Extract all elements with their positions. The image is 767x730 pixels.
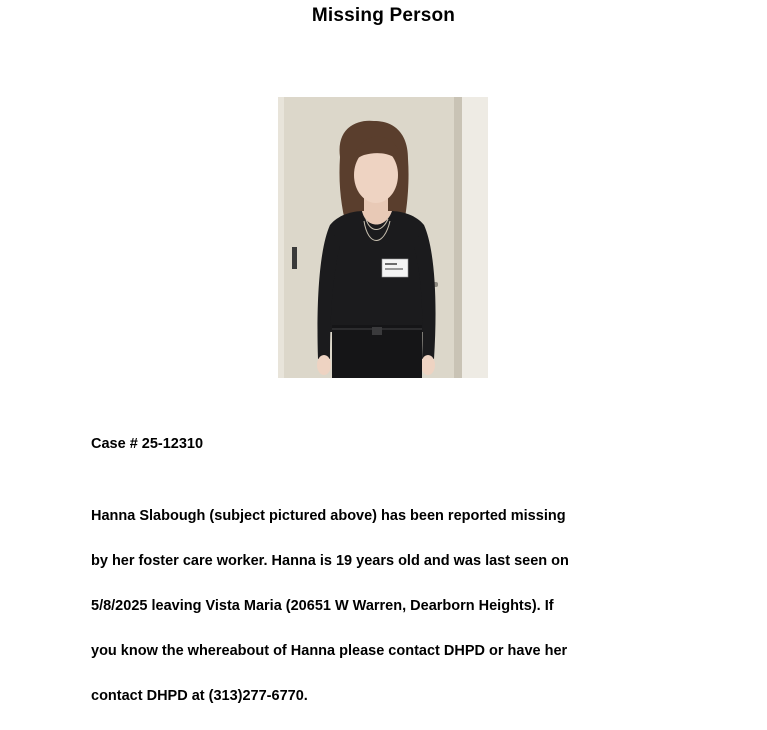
- description-paragraph: [91, 482, 691, 730]
- door-frame: [454, 97, 462, 378]
- subject-photo: [278, 97, 488, 378]
- case-number: Case # 25-12310: [91, 436, 204, 452]
- door-hinge: [292, 247, 297, 269]
- description-line: you know the whereabout of Hanna please contact DHPD or have her: [91, 642, 568, 659]
- page-title: Missing Person: [311, 5, 456, 26]
- description-line: by her foster care worker. Hanna is 19 years old and was last seen on: [91, 552, 569, 569]
- description-line: contact DHPD at (313)277-6770.: [91, 687, 308, 704]
- description-line: 5/8/2025 leaving Vista Maria (20651 W Warren, Dearborn Heights). If: [91, 597, 554, 614]
- description-line: Hanna Slabough (subject pictured above) has been reported missing: [91, 507, 566, 524]
